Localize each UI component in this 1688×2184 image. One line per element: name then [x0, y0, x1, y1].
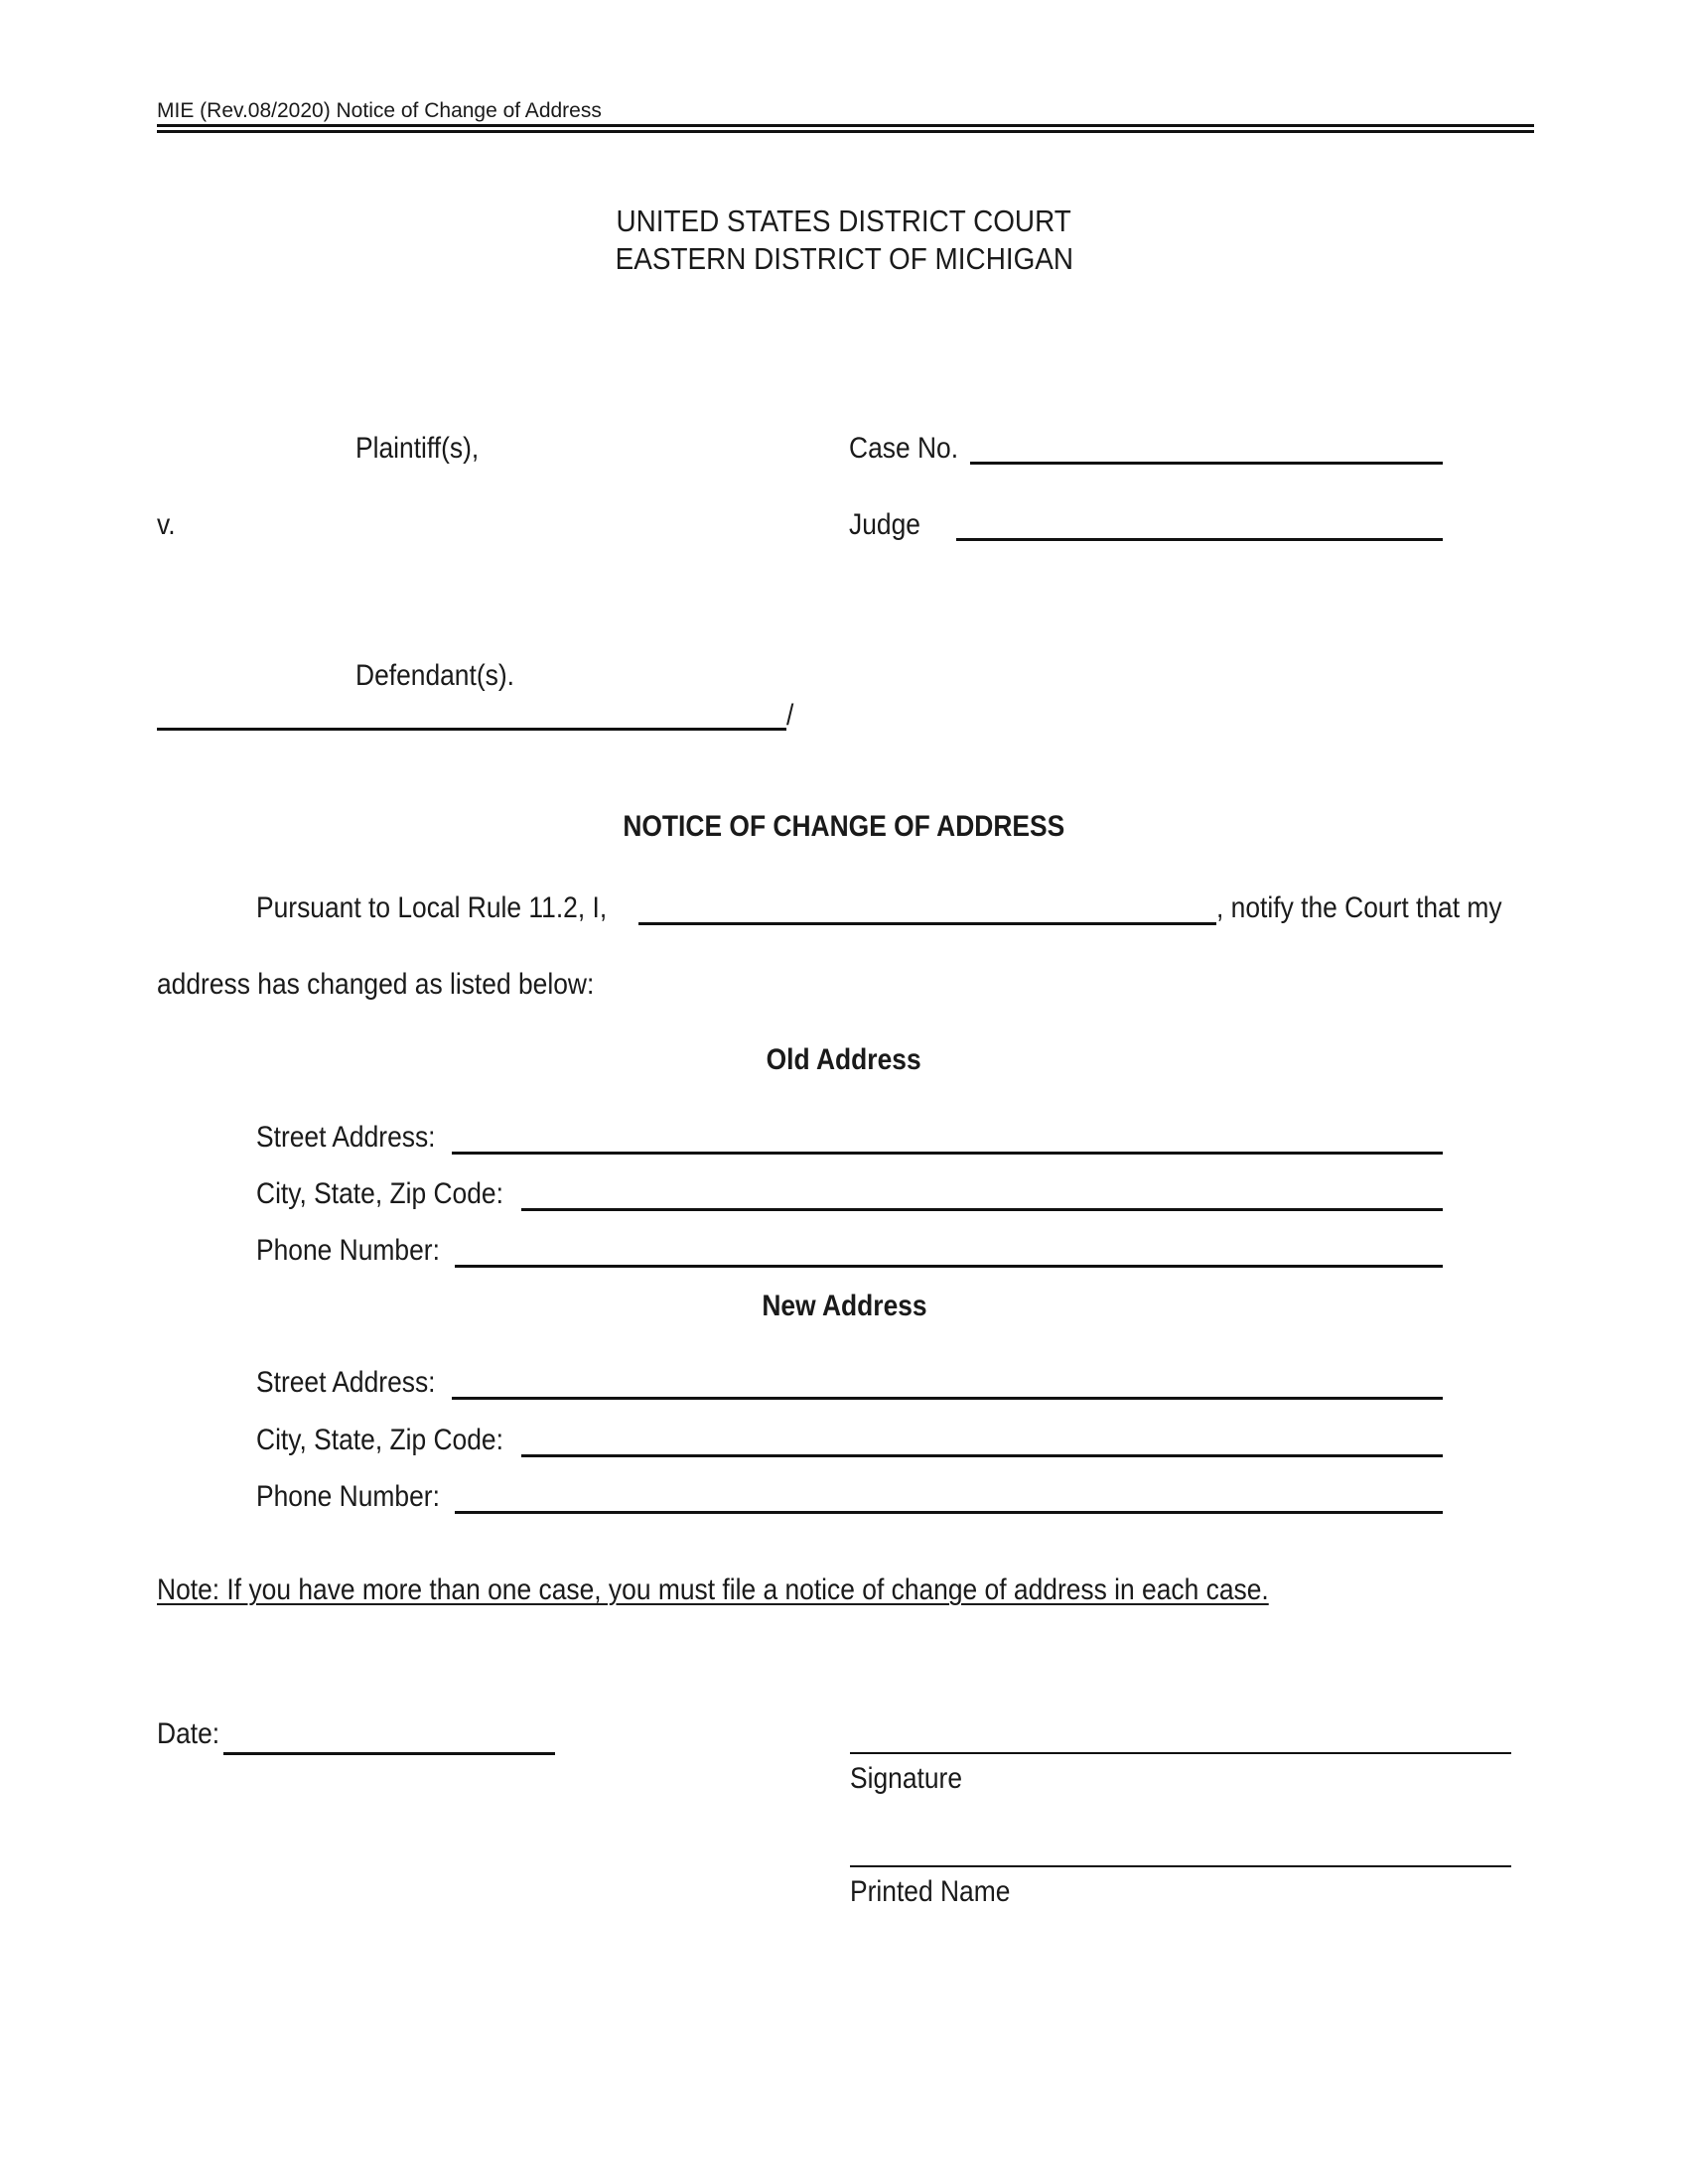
caption-rule [157, 728, 786, 731]
old-street-field[interactable] [452, 1152, 1443, 1155]
case-no-label: Case No. [849, 432, 959, 465]
old-address-heading: Old Address [766, 1043, 921, 1076]
new-phone-label: Phone Number: [256, 1480, 440, 1513]
header-rule-bottom [157, 130, 1534, 133]
new-city-field[interactable] [521, 1454, 1443, 1457]
header-rule-top [157, 124, 1534, 127]
new-street-label: Street Address: [256, 1366, 436, 1399]
document-title: NOTICE OF CHANGE OF ADDRESS [623, 810, 1065, 843]
new-address-heading: New Address [761, 1290, 927, 1322]
date-label: Date: [157, 1717, 220, 1750]
plaintiff-label: Plaintiff(s), [355, 432, 480, 465]
signature-label: Signature [850, 1762, 963, 1795]
old-street-label: Street Address: [256, 1121, 436, 1154]
judge-field[interactable] [956, 538, 1443, 541]
court-name: UNITED STATES DISTRICT COURT [616, 204, 1072, 238]
defendant-label: Defendant(s). [355, 659, 514, 692]
old-phone-label: Phone Number: [256, 1234, 440, 1267]
name-field[interactable] [638, 922, 1216, 925]
intro-line2: address has changed as listed below: [157, 968, 595, 1001]
court-district: EASTERN DISTRICT OF MICHIGAN [615, 241, 1073, 276]
multiple-case-note: Note: If you have more than one case, you must file a notice of change of address in each case. [157, 1573, 1269, 1606]
old-city-field[interactable] [521, 1208, 1443, 1211]
caption-slash: / [786, 699, 794, 732]
case-no-field[interactable] [970, 462, 1443, 465]
old-phone-field[interactable] [455, 1265, 1443, 1268]
signature-field[interactable] [850, 1752, 1511, 1754]
new-street-field[interactable] [452, 1397, 1443, 1400]
form-id: MIE (Rev.08/2020) Notice of Change of Address [157, 99, 602, 122]
new-phone-field[interactable] [455, 1511, 1443, 1514]
printed-name-field[interactable] [850, 1865, 1511, 1867]
judge-label: Judge [849, 508, 920, 541]
old-city-label: City, State, Zip Code: [256, 1177, 503, 1210]
printed-name-label: Printed Name [850, 1875, 1011, 1908]
new-city-label: City, State, Zip Code: [256, 1424, 503, 1456]
versus-label: v. [157, 508, 176, 541]
intro-end: , notify the Court that my [1216, 891, 1502, 924]
date-field[interactable] [223, 1752, 555, 1755]
intro-start: Pursuant to Local Rule 11.2, I, [256, 891, 608, 924]
